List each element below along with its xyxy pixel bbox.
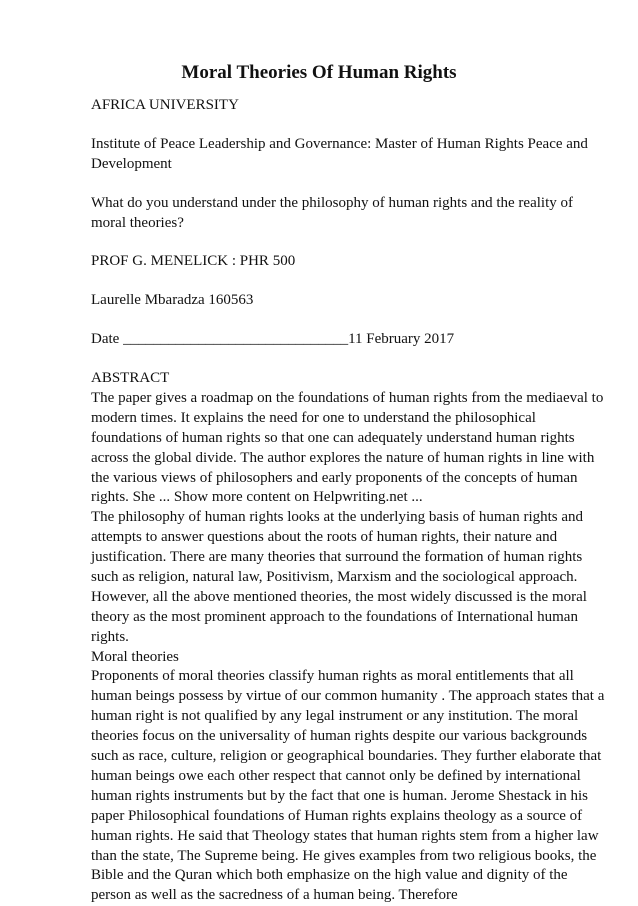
document-title: Moral Theories Of Human Rights: [181, 62, 457, 83]
abstract-line: foundations of human rights so that one can adequately understand human rights: [91, 429, 575, 446]
moral-line: person as well as the sacredness of a human being. Therefore: [91, 887, 458, 904]
moral-theories-paragraph: [91, 667, 605, 906]
philosophy-line: justification. There are many theories that surround the formation of human rights: [91, 549, 583, 566]
moral-line: Proponents of moral theories classify human rights as moral entitlements that all: [91, 668, 574, 685]
institute-line: Institute of Peace Leadership and Governance: Master of Human Rights Peace and: [91, 135, 588, 152]
question-line: What do you understand under the philosophy of human rights and the reality of: [91, 194, 573, 211]
paragraph-gap: [91, 175, 601, 194]
paragraph-gap: [91, 350, 601, 369]
abstract-line: rights. She ... Show more content on Helpwriting.net ...: [91, 489, 423, 506]
abstract-line: modern times. It explains the need for one to understand the philosophical: [91, 409, 536, 426]
abstract-line: The paper gives a roadmap on the foundations of human rights from the mediaeval to: [91, 390, 604, 407]
university-name: AFRICA UNIVERSITY: [91, 97, 239, 113]
question-line: moral theories?: [91, 214, 184, 231]
moral-line: such as race, culture, religion or geographical boundaries. They further elaborate that: [91, 748, 602, 765]
date-line: Date ______________________________11 February 2017: [91, 331, 455, 348]
student-line: Laurelle Mbaradza 160563: [91, 292, 254, 309]
question-paragraph: [91, 194, 601, 234]
paragraph-gap: [91, 116, 601, 135]
moral-line: than the state, The Supreme being. He gives examples from two religious books, the: [91, 847, 597, 864]
institute-line: Development: [91, 155, 172, 172]
moral-line: theories focus on the universality of human rights despite our various backgrounds: [91, 728, 588, 745]
philosophy-line: However, all the above mentioned theories, the most widely discussed is the moral: [91, 588, 587, 605]
abstract-heading: ABSTRACT: [91, 370, 170, 387]
moral-line: human right is not qualified by any legal instrument or any institution. The moral: [91, 708, 579, 725]
philosophy-line: rights.: [91, 628, 129, 645]
philosophy-line: such as religion, natural law, Positivism, Marxism and the sociological approach.: [91, 569, 578, 586]
abstract-line: the various views of philosophers and early proponents of the concepts of human: [91, 469, 578, 486]
paragraph-gap: [91, 311, 601, 330]
moral-line: Bible and the Quran which both emphasize on the high value and dignity of the: [91, 867, 568, 884]
professor-line: PROF G. MENELICK : PHR 500: [91, 253, 296, 270]
philosophy-line: theory as the most prominent approach to the foundations of International human: [91, 608, 578, 625]
philosophy-line: The philosophy of human rights looks at the underlying basis of human rights and: [91, 509, 584, 526]
philosophy-line: attempts to answer questions about the roots of human rights, their nature and: [91, 529, 558, 546]
document-body: [91, 96, 605, 906]
moral-line: human rights. He said that Theology states that human rights stem from a higher law: [91, 827, 599, 844]
moral-line: human beings possess by virtue of our common humanity . The approach states that a: [91, 688, 605, 705]
moral-line: human beings owe each other respect that cannot only be defined by international: [91, 767, 581, 784]
moral-line: human rights instruments but by the fact that one is human. Jerome Shestack in his: [91, 787, 588, 804]
abstract-paragraph: [91, 389, 604, 508]
philosophy-paragraph: [91, 508, 601, 647]
moral-theories-heading: Moral theories: [91, 648, 179, 665]
institute-paragraph: [91, 135, 601, 175]
paragraph-gap: [91, 233, 601, 252]
abstract-line: across the global divide. The author explores the nature of human rights in line with: [91, 449, 595, 466]
paragraph-gap: [91, 272, 601, 291]
moral-line: paper Philosophical foundations of Human rights explains theology as a source of: [91, 807, 583, 824]
